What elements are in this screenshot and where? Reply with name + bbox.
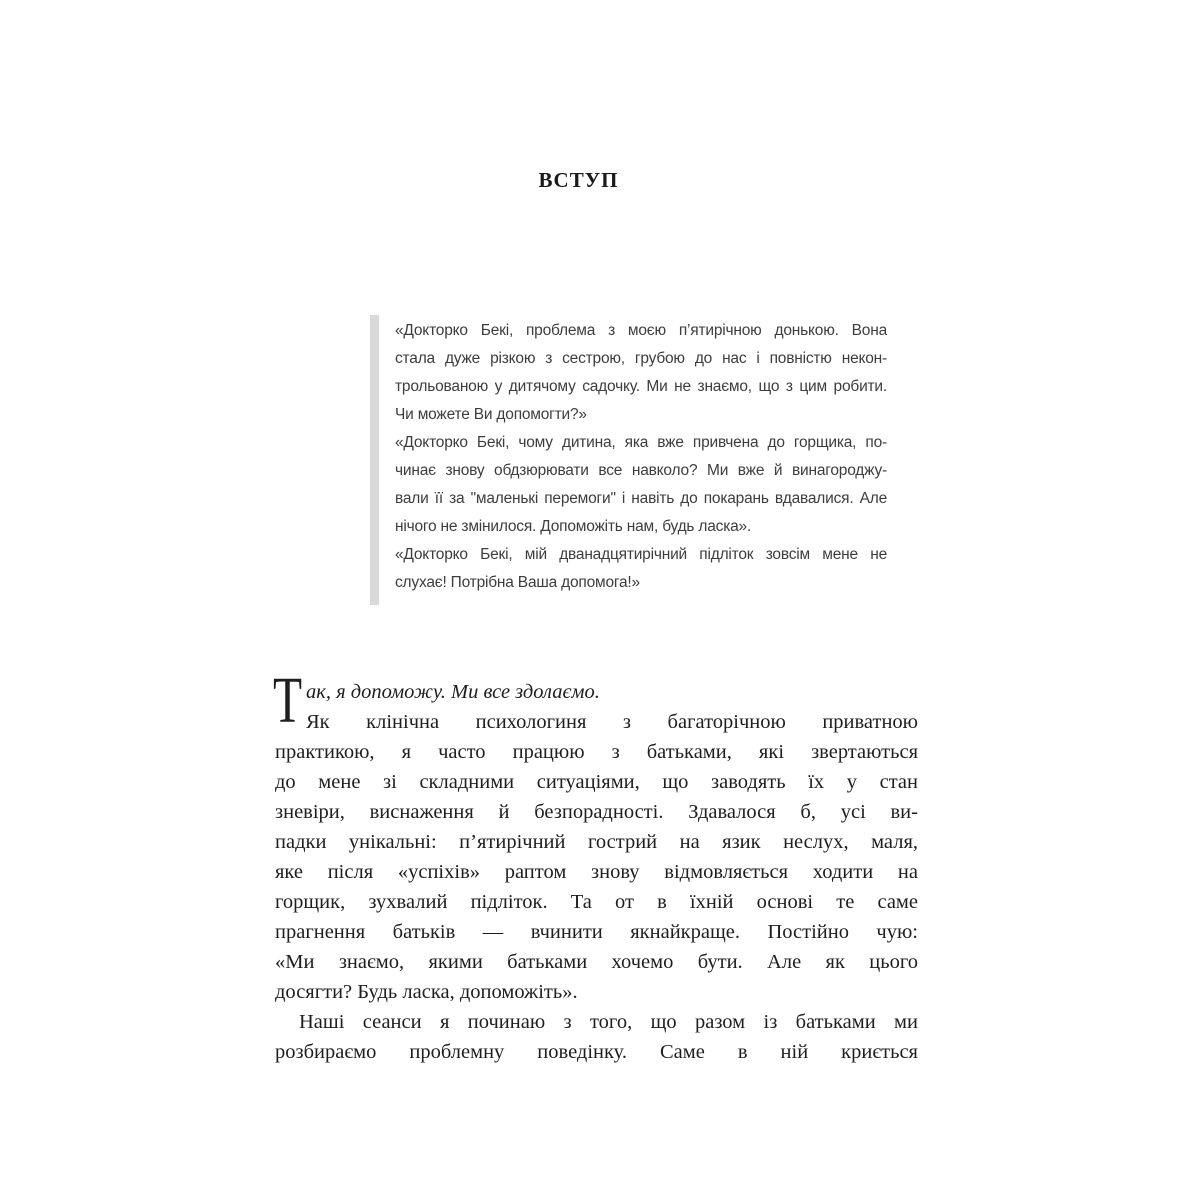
text-line: практикою, я часто працюю з батьками, які звертаються — [275, 741, 918, 763]
text-line: Чи можете Ви допомогти?» — [395, 406, 587, 423]
text-line: ак, я допоможу. Ми все здолаємо. — [306, 681, 600, 703]
text-line: слухає! Потрібна Ваша допомога!» — [395, 574, 640, 591]
text-line: «Докторко Бекі, мій дванадцятирічний підліток зовсім мене не — [395, 546, 887, 563]
quote-accent-bar — [370, 315, 379, 605]
text-line: прагнення батьків — вчинити якнайкраще. Постійно чую: — [275, 921, 918, 943]
text-line: Наші сеанси я починаю з того, що разом із батьками ми — [299, 1011, 918, 1033]
text-line: «Ми знаємо, якими батьками хочемо бути. Але як цього — [275, 951, 918, 973]
text-line: розбираємо проблемну поведінку. Саме в ній криється — [275, 1041, 918, 1063]
text-line: чинає знову обдзюрювати все навколо? Ми вже й винагороджу- — [395, 462, 887, 479]
text-line: зневіри, виснаження й безпорадності. Здавалося б, усі ви- — [275, 801, 918, 823]
body-paragraphs — [273, 664, 918, 1067]
reader-letters-blockquote — [395, 317, 887, 597]
text-line: нічого не змінилося. Допоможіть нам, будь ласка». — [395, 518, 752, 535]
text-line: падки унікальні: п’ятирічний гострий на язик неслух, маля, — [275, 831, 918, 853]
text-line: вали її за "маленькі перемоги" і навіть до покарань вдавалися. Але — [395, 490, 887, 507]
text-line: горщик, зухвалий підліток. Та от в їхній основі те саме — [275, 891, 918, 913]
text-line: до мене зі складними ситуаціями, що заводять їх у стан — [275, 771, 918, 793]
drop-cap: Т — [273, 664, 303, 737]
text-line: «Докторко Бекі, чому дитина, яка вже привчена до горщика, по- — [395, 434, 887, 451]
text-line: яке після «успіхів» раптом знову відмовляється ходити на — [275, 861, 918, 883]
body-text-block — [273, 664, 918, 1067]
text-line: стала дуже різкою з сестрою, грубою до нас і повністю некон- — [395, 350, 887, 367]
text-line: трольованою у дитячому садочку. Ми не знаємо, що з цим робити. — [395, 378, 887, 395]
chapter-title: ВСТУП — [538, 168, 619, 192]
text-line: досягти? Будь ласка, допоможіть». — [275, 981, 578, 1003]
text-line: «Докторко Бекі, проблема з моєю п’ятирічною донькою. Вона — [395, 322, 887, 339]
text-line: Як клінічна психологиня з багаторічною приватною — [306, 711, 918, 733]
